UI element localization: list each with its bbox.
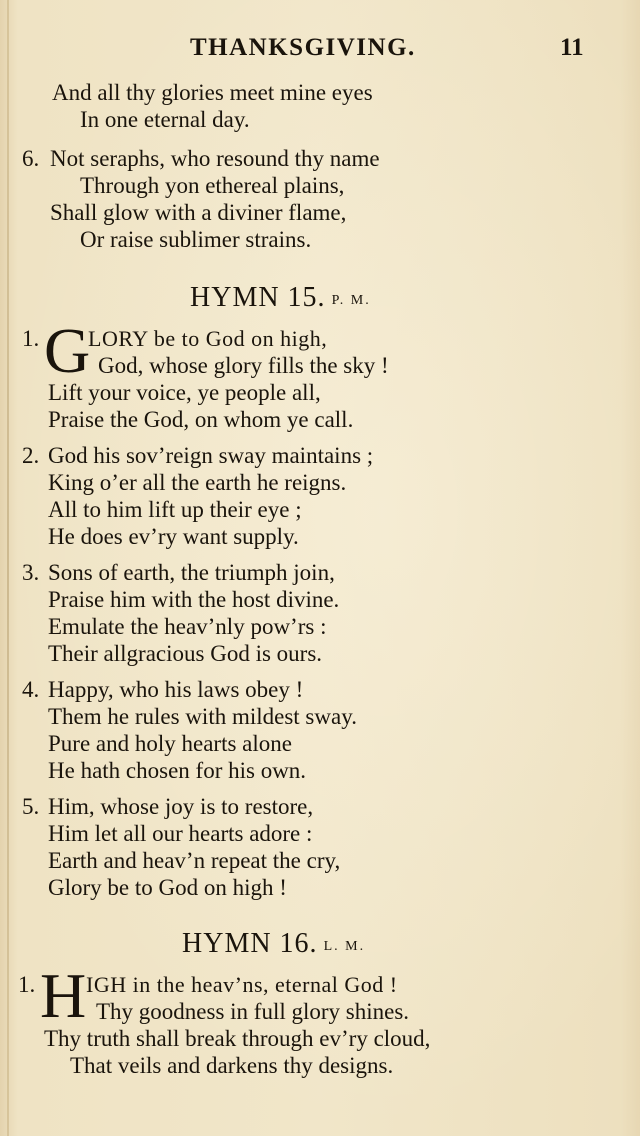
first-line-text: IGH in the heav’ns, eternal God ! xyxy=(86,972,398,997)
verse-number: 1. xyxy=(18,972,36,997)
verse-line: Pure and holy hearts alone xyxy=(48,731,292,756)
verse-number: 4. xyxy=(22,677,40,702)
verse-line: Earth and heav’n repeat the cry, xyxy=(48,848,341,873)
verse-number: 1. xyxy=(22,326,40,351)
drop-cap: H xyxy=(40,960,87,1031)
first-line-text: LORY be to God on high, xyxy=(88,326,328,351)
hymn-title: HYMN 15. xyxy=(190,282,326,313)
verse-line: Praise him with the host divine. xyxy=(48,587,340,612)
verse-line: Sons of earth, the triumph join, xyxy=(48,560,335,585)
page-gutter-edge xyxy=(7,0,9,1136)
hymn-meter: P. M. xyxy=(331,293,371,308)
running-head xyxy=(0,34,640,68)
verse-line: Him let all our hearts adore : xyxy=(48,821,313,846)
verse-line xyxy=(88,326,327,352)
hymn-meter: L. M. xyxy=(323,939,366,954)
continued-line-1: And all thy glories meet mine eyes xyxy=(52,80,373,105)
verse-line: King o’er all the earth he reigns. xyxy=(48,470,347,495)
verse-line: Them he rules with mildest sway. xyxy=(48,704,357,729)
page-number: 11 xyxy=(560,34,584,61)
verse-line: God his sov’reign sway maintains ; xyxy=(48,443,374,468)
verse-line: Emulate the heav’nly pow’rs : xyxy=(48,614,327,639)
verse-line: Through yon ethereal plains, xyxy=(80,173,345,198)
verse-line: Him, whose joy is to restore, xyxy=(48,794,314,819)
continued-line-2: In one eternal day. xyxy=(80,107,250,132)
verse-line: All to him lift up their eye ; xyxy=(48,497,302,522)
verse-line: God, whose glory fills the sky ! xyxy=(98,353,389,378)
verse-number: 3. xyxy=(22,560,40,585)
verse-line: Not seraphs, who resound thy name xyxy=(50,146,380,171)
hymn-title: HYMN 16. xyxy=(182,928,318,959)
hymn-16-heading xyxy=(182,928,365,960)
verse-line: Shall glow with a diviner flame, xyxy=(50,200,347,225)
verse-number: 6. xyxy=(22,146,40,171)
verse-line: Praise the God, on whom ye call. xyxy=(48,407,354,432)
verse-number: 2. xyxy=(22,443,40,468)
verse-line: Thy goodness in full glory shines. xyxy=(96,999,410,1024)
verse-line: Thy truth shall break through ev’ry cloud, xyxy=(44,1026,431,1051)
verse-line: Their allgracious God is ours. xyxy=(48,641,323,666)
verse-number: 5. xyxy=(22,794,40,819)
verse-line: Glory be to God on high ! xyxy=(48,875,287,900)
verse-line: He hath chosen for his own. xyxy=(48,758,307,783)
verse-line: Or raise sublimer strains. xyxy=(80,227,312,252)
drop-cap: G xyxy=(44,315,91,386)
verse-line xyxy=(86,972,398,998)
verse-line: He does ev’ry want supply. xyxy=(48,524,299,549)
verse-line: Lift your voice, ye people all, xyxy=(48,380,321,405)
hymn-15-heading xyxy=(190,282,371,314)
verse-line: Happy, who his laws obey ! xyxy=(48,677,304,702)
verse-line: That veils and darkens thy designs. xyxy=(70,1053,394,1078)
running-title: THANKSGIVING. xyxy=(190,34,416,61)
